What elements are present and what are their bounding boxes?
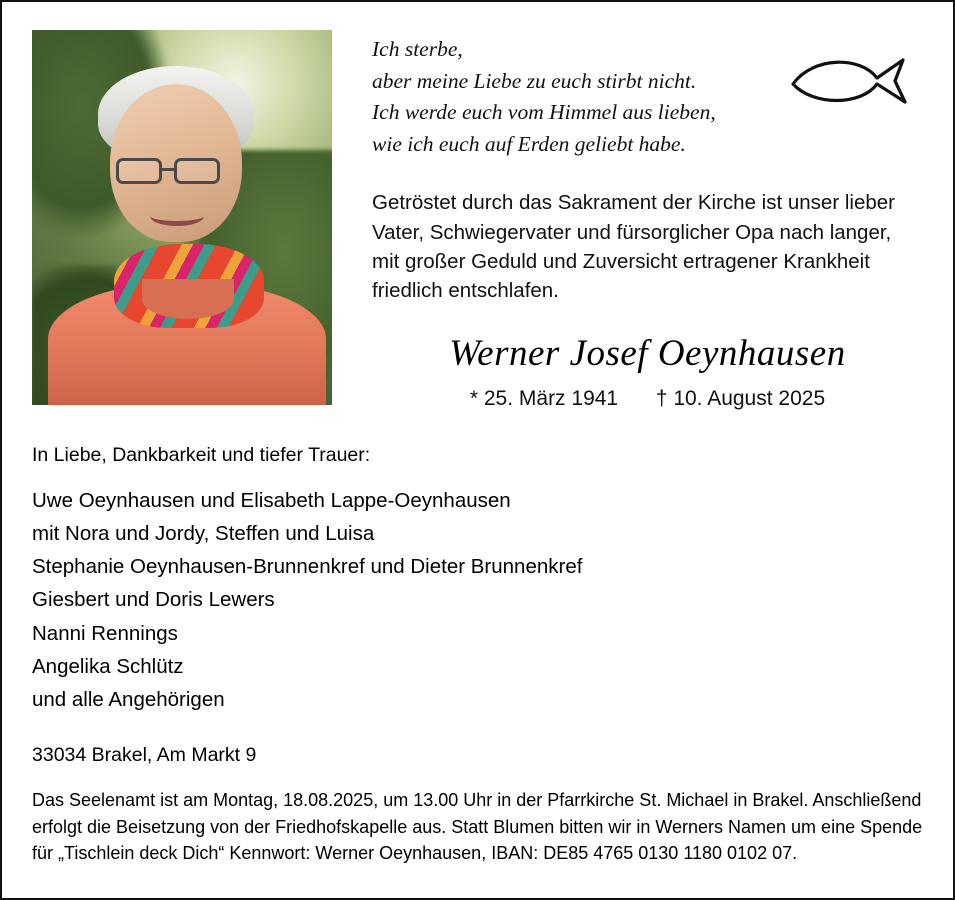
list-item: mit Nora und Jordy, Steffen und Luisa <box>32 522 375 546</box>
verse <box>372 34 802 160</box>
portrait-container <box>32 30 332 405</box>
top-section <box>32 30 923 411</box>
mourners-section <box>32 441 923 717</box>
death-date: † 10. August 2025 <box>655 386 826 410</box>
photo-glasses-bridge <box>162 168 174 171</box>
birth-date: * 25. März 1941 <box>469 386 619 410</box>
photo-glasses-right <box>174 158 220 184</box>
list-item: Uwe Oeynhausen und Elisabeth Lappe-Oeynhausen <box>32 488 511 512</box>
deceased-name: Werner Josef Oeynhausen <box>449 332 846 374</box>
mourners-intro: In Liebe, Dankbarkeit und tiefer Trauer: <box>32 443 371 466</box>
address: 33034 Brakel, Am Markt 9 <box>32 744 257 767</box>
top-text-block <box>332 30 923 411</box>
service-note: Das Seelenamt ist am Montag, 18.08.2025, um 13.00 Uhr in der Pfarrkirche St. Michael in Brakel. Anschließend erfolgt die Beisetzung von der Friedhofskapelle aus. Statt Blumen bitten wir in Werners Namen um eine Spende für „Tischlein deck Dich“ Kennwort: Werner Oeynhausen, IBAN: DE85 4765 0130 1180 0102 07. <box>32 790 923 864</box>
verse-line-3: Ich werde euch vom Himmel aus lieben, <box>372 100 716 125</box>
list-item: Nanni Rennings <box>32 621 178 645</box>
verse-line-4: wie ich euch auf Erden geliebt habe. <box>372 131 686 156</box>
list-item: Giesbert und Doris Lewers <box>32 588 275 612</box>
ichthys-fish-icon <box>787 50 909 112</box>
photo-shirt-neck <box>142 279 234 319</box>
verse-line-2: aber meine Liebe zu euch stirbt nicht. <box>372 68 697 93</box>
announcement-message: Getröstet durch das Sakrament der Kirche ist unser lieber Vater, Schwiegervater und fürsorglicher Opa nach langer, mit großer Geduld und Zuversicht ertragener Krankheit friedlich entschlafen. <box>372 191 895 303</box>
list-item: und alle Angehörigen <box>32 688 225 712</box>
list-item: Angelika Schlütz <box>32 654 184 678</box>
portrait-photo <box>32 30 332 405</box>
photo-glasses-left <box>116 158 162 184</box>
verse-line-1: Ich sterbe, <box>372 37 463 61</box>
life-dates <box>372 387 923 411</box>
list-item: Stephanie Oeynhausen-Brunnenkref und Dieter Brunnenkref <box>32 555 583 579</box>
photo-smile <box>150 206 204 226</box>
